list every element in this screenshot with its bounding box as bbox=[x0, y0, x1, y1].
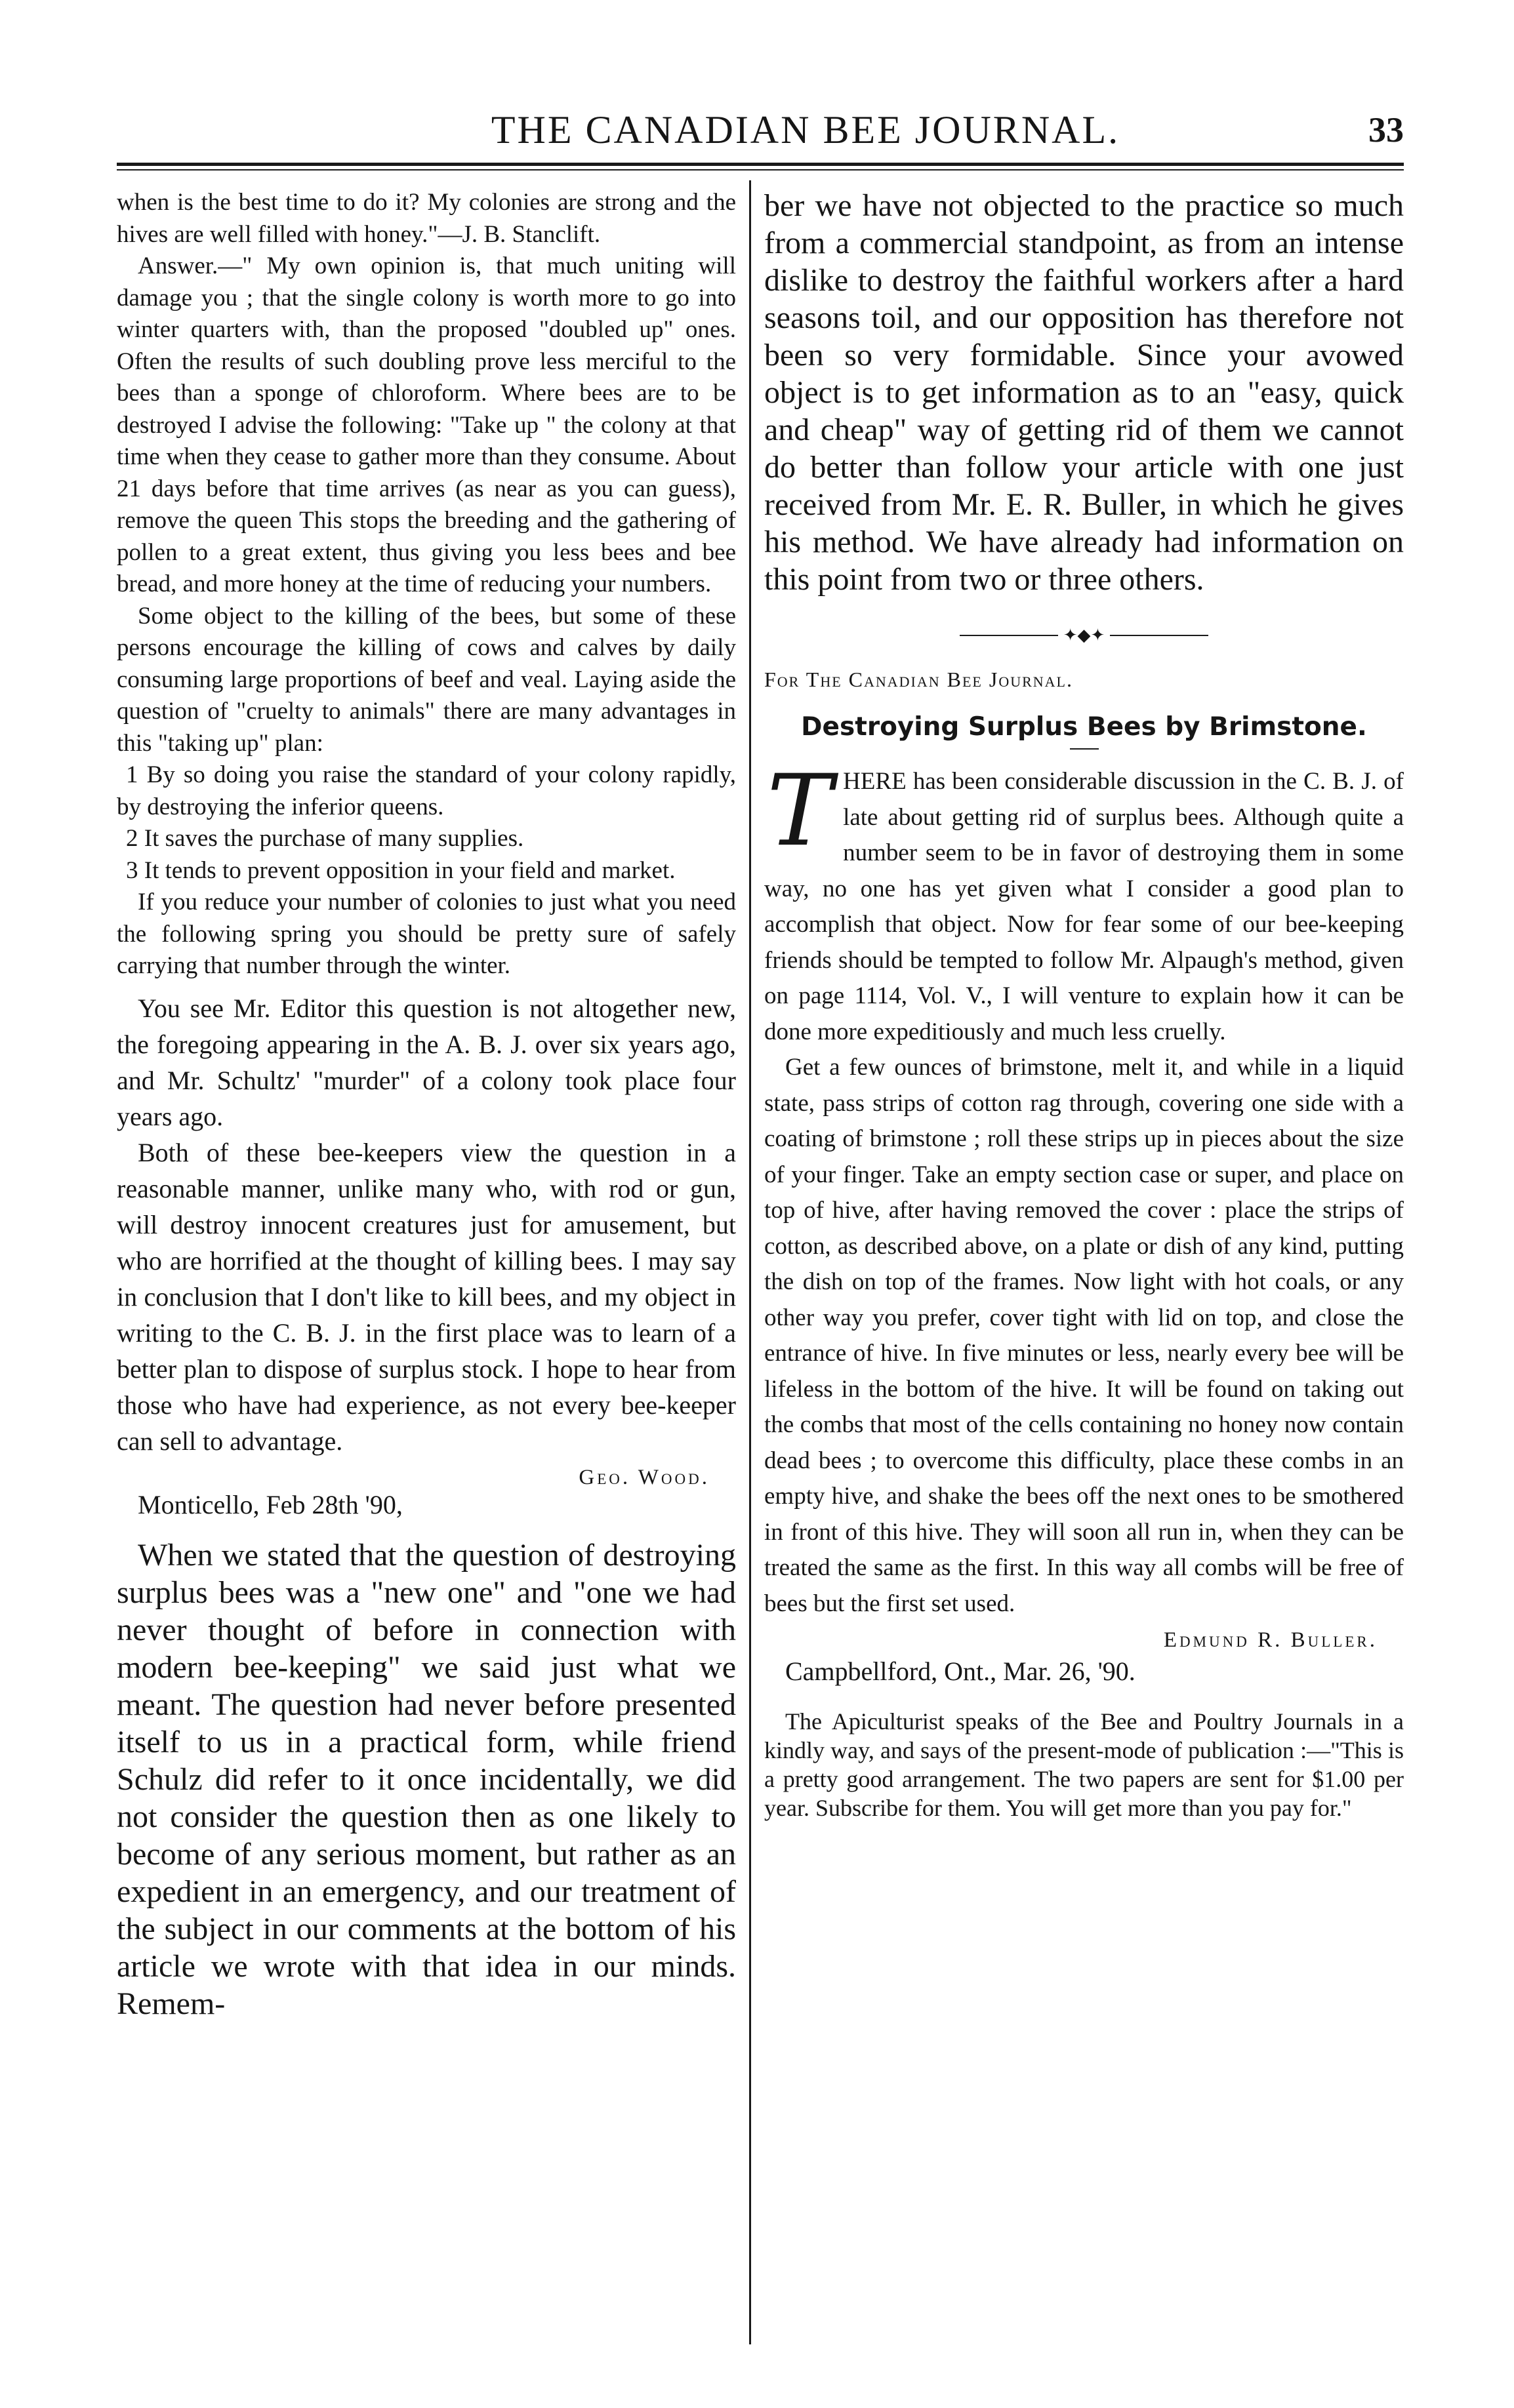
signature-buller: Edmund R. Buller. bbox=[1163, 1628, 1378, 1652]
editorial-block bbox=[117, 1536, 736, 2022]
editor-paragraph: You see Mr. Editor this question is not altogether new, the foregoing appearing in the A. B. J. over six years ago, and Mr. Schultz' "murder" of a colony took place four years ago. bbox=[117, 993, 736, 1131]
header-rule-thick bbox=[117, 163, 1404, 166]
section-ornament bbox=[764, 626, 1404, 645]
editorial-paragraph: When we stated that the question of destroying surplus bees was a "new one" and "one we had never thought of before in connection with modern bee-keeping" we said just what we meant. The question had never before presented itself to us in a practical form, while friend Schulz did refer to it once incidentally, we did not consider the question then as one likely to become of any serious moment, but rather as an expedient in an emergency, and our treatment of the subject in our comments at the bottom of his article we wrote with that idea in our minds. Remem- bbox=[117, 1537, 736, 2021]
column-divider bbox=[749, 180, 751, 2344]
list-item: 1 By so doing you raise the standard of your colony rapidly, by destroying the inferior queens. bbox=[117, 761, 736, 820]
drop-cap: T bbox=[767, 754, 833, 868]
signature-geo-wood: Geo. Wood. bbox=[579, 1465, 710, 1489]
right-column bbox=[764, 187, 1404, 2390]
left-column bbox=[117, 187, 736, 2390]
article-source: For The Canadian Bee Journal. bbox=[764, 668, 1073, 691]
bee-keepers-paragraph: Both of these bee-keepers view the question in a reasonable manner, unlike many who, with rod or gun, will destroy innocent creatures just for amusement, but who are horrified at the thought of killing bees. I may say in conclusion that I don't like to kill bees, and my object in writing to the C. B. J. in the first place was to learn of a better plan to dispose of surplus stock. I hope to hear from those who have had experience, as not every bee-keeper can sell to advantage. bbox=[117, 1137, 736, 1456]
page-header bbox=[117, 104, 1404, 156]
reduce-paragraph: If you reduce your number of colonies to just what you need the following spring you should be pretty sure of safely carrying that number through the winter. bbox=[117, 889, 736, 979]
header-rule-thin bbox=[117, 169, 1404, 171]
page-number: 33 bbox=[1368, 110, 1404, 150]
article-title: Destroying Surplus Bees by Brimstone. bbox=[801, 712, 1367, 742]
advantages-list bbox=[117, 759, 736, 887]
list-item: 2 It saves the purchase of many supplies. bbox=[126, 825, 524, 852]
apiculturist-paragraph: The Apiculturist speaks of the Bee and Poultry Journals in a kindly way, and says of the present-mode of publication :—"This is a pretty good arrangement. The two papers are sent for $1.00 per year. Subscribe for them. You will get more than you pay for." bbox=[764, 1708, 1404, 1821]
letter-block bbox=[117, 187, 736, 982]
ornament-icon: ✦◆✦ bbox=[1063, 626, 1105, 645]
ornament-line bbox=[1110, 635, 1208, 636]
question-tail: when is the best time to do it? My colonies are strong and the hives are well filled with honey."—J. B. Stanclift. bbox=[117, 189, 736, 248]
dateline-campbellford: Campbellford, Ont., Mar. 26, '90. bbox=[785, 1656, 1136, 1686]
ornament-line bbox=[960, 635, 1058, 636]
article-body bbox=[764, 754, 1404, 1622]
list-item: 3 It tends to prevent opposition in your field and market. bbox=[126, 856, 676, 884]
editorial-continuation bbox=[764, 187, 1404, 598]
article-first-paragraph: HERE has been considerable discussion in the C. B. J. of late about getting rid of surplus bees. Although quite a number seem to be in favor of destroying them in some way, no one has yet given what I consider a good plan to accomplish that object. Now for fear some of our bee-keeping friends should be tempted to follow Mr. Alpaugh's method, given on page 1114, Vol. V., I will venture to explain how it can be done more expeditiously and much less cruelly. bbox=[764, 768, 1404, 1045]
editorial-continuation-paragraph: ber we have not objected to the practice so much from a commercial standpoint, as from an intense dislike to destroy the faithful workers after a hard seasons toil, and our opposition has therefore not been so very formidable. Since your avowed object is to get information as to an "easy, quick and cheap" way of getting rid of them we cannot do better than follow your article with one just received from Mr. E. R. Buller, in which he gives his method. We have already had information on this point from two or three others. bbox=[764, 188, 1404, 597]
answer-paragraph: Answer.—" My own opinion is, that much uniting will damage you ; that the single colony is worth more to go into winter quarters with, than the proposed "doubled up" ones. Often the results of such doubling prove less merciful to the bees than a sponge of chloroform. Where bees are to be destroyed I advise the following: "Take up " the colony at that time when they cease to gather more than they consume. About 21 days before that time arrives (as near as you can guess), remove the queen This stops the breeding and the gathering of pollen to a great extent, thus giving you less bees and bee bread, and more honey at the time of reducing your numbers. bbox=[117, 252, 736, 597]
title-rule bbox=[1070, 748, 1099, 750]
letter-conclusion bbox=[117, 990, 736, 1459]
journal-title: THE CANADIAN BEE JOURNAL. bbox=[491, 108, 1120, 151]
dateline-monticello: Monticello, Feb 28th '90, bbox=[138, 1489, 403, 1519]
objection-paragraph: Some object to the killing of the bees, but some of these persons encourage the killing of cows and calves by daily consuming large proportions of beef and veal. Laying aside the question of "cruelty to animals" there are many advantages in this "taking up" plan: bbox=[117, 602, 736, 757]
article-second-paragraph: Get a few ounces of brimstone, melt it, and while in a liquid state, pass strips of cotton rag through, covering one side with a coating of brimstone ; roll these strips up in pieces about the size of your finger. Take an empty section case or super, and place on top of hive, after having removed the cover : place the strips of cotton, as described above, on a plate or dish of any kind, putting the dish on top of the frames. Now light with hot coals, or any other way you prefer, cover tight with lid on top, and close the entrance of hive. In five minutes or less, nearly every bee will be lifeless in the bottom of the hive. It will be found on taking out the combs that most of the cells containing no honey now contain dead bees ; to overcome this difficulty, place these combs in an empty hive, and shake the bees off the next ones to be smothered in front of this hive. They will soon all run in, when they can be treated the same as the first. In this way all combs will be free of bees but the first set used. bbox=[764, 1054, 1404, 1617]
apiculturist-note bbox=[764, 1707, 1404, 1822]
